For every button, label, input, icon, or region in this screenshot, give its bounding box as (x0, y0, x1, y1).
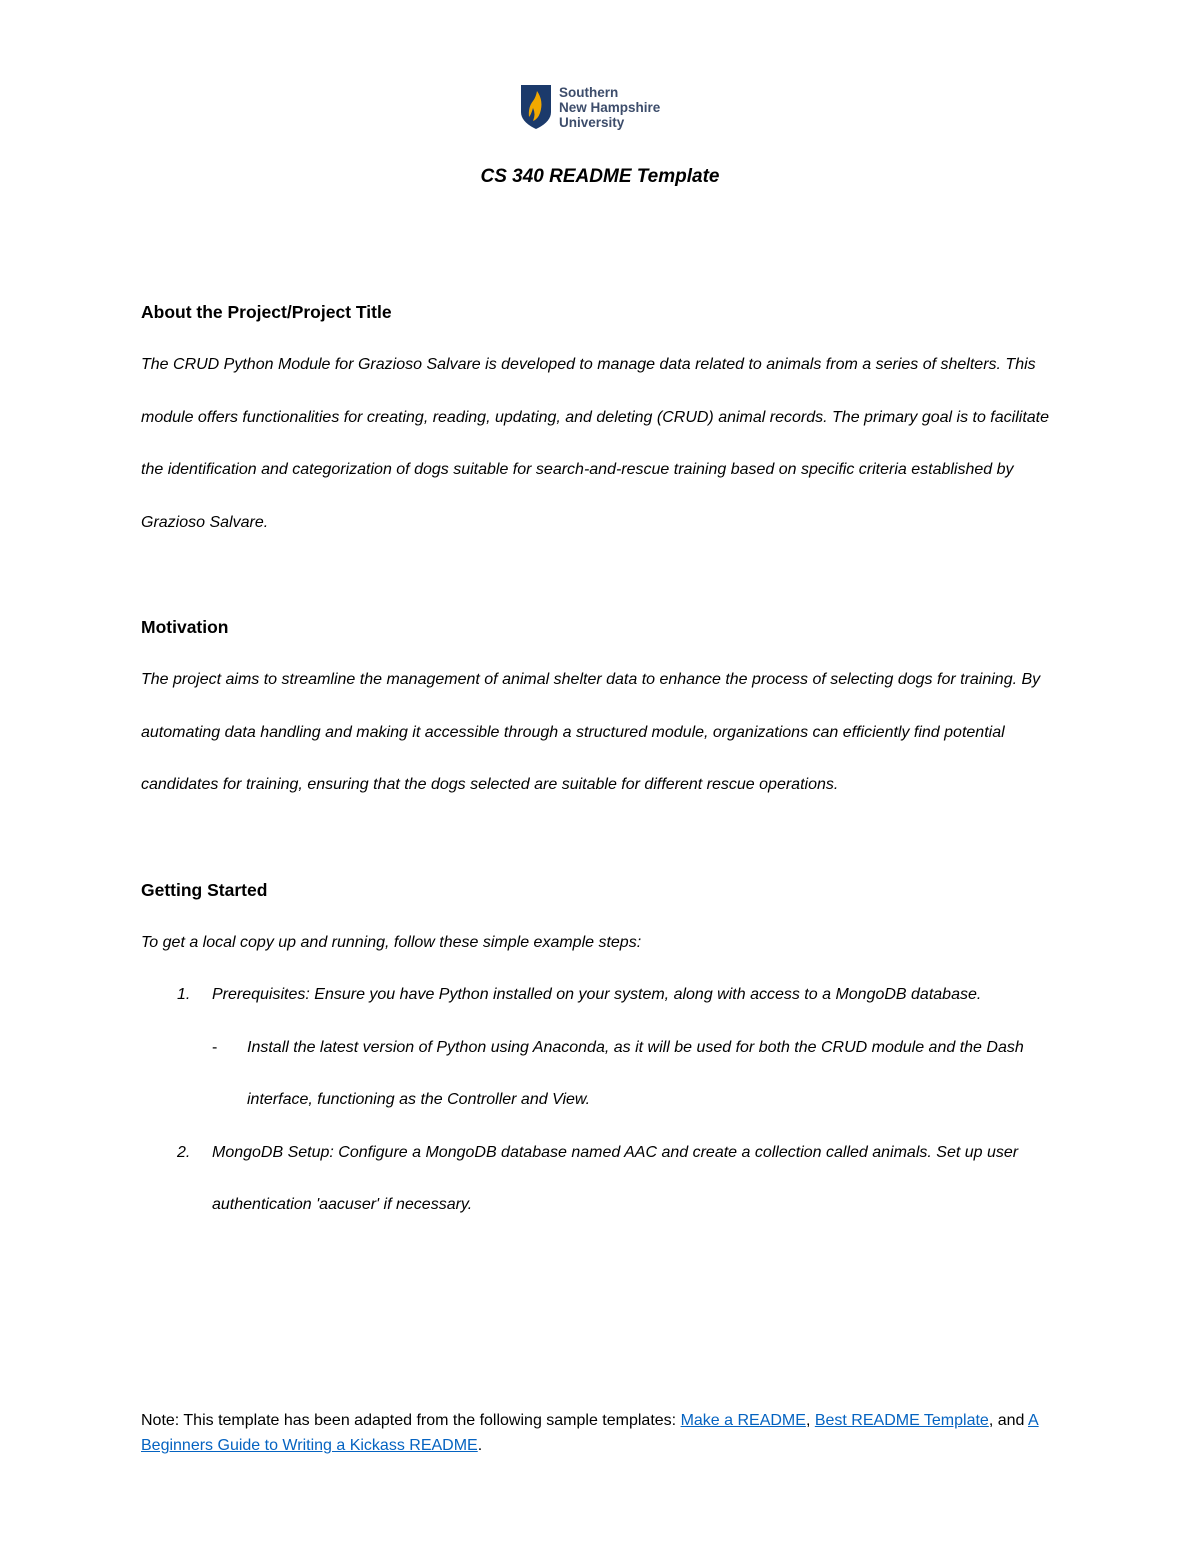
section-heading-about: About the Project/Project Title (141, 302, 392, 322)
beginners-guide-link[interactable]: A Beginners Guide to Writing a Kickass README (141, 1412, 1039, 1454)
logo-line-2: New Hampshire (559, 99, 661, 115)
section-body-about: The CRUD Python Module for Grazioso Salvare is developed to manage data related to animals from a series of shelters. This module offers functionalities for creating, reading, updating, and deleting (CRUD) animal records. The primary goal is to facilitate the identification and categorization of dogs suitable for search-and-rescue training based on specific criteria established by Grazioso Salvare. (141, 356, 1049, 531)
steps-list (141, 969, 1061, 1232)
logo-line-1: Southern (559, 84, 619, 100)
document-title: CS 340 README Template (480, 166, 720, 187)
section-body-motivation: The project aims to streamline the management of animal shelter data to enhance the process of selecting dogs for training. By automating data handling and making it accessible through a structured module, organizations can efficiently find potential candidates for training, ensuring that the dogs selected are suitable for different rescue operations. (141, 671, 1041, 793)
list-item (141, 969, 1061, 1127)
step-number: 2. (177, 1143, 191, 1161)
best-readme-template-link[interactable]: Best README Template (814, 1412, 989, 1429)
make-a-readme-link[interactable]: Make a README (680, 1412, 806, 1429)
note-separator: , (805, 1412, 815, 1429)
list-item (141, 1127, 1061, 1232)
logo-line-3: University (559, 114, 625, 130)
section-motivation (141, 614, 1061, 812)
template-note (141, 1408, 1061, 1458)
university-logo (520, 84, 660, 130)
note-suffix: . (477, 1437, 483, 1454)
getting-started-intro: To get a local copy up and running, follow these simple example steps: (141, 933, 642, 951)
sub-item-marker: - (212, 1038, 218, 1056)
document-body (141, 299, 1061, 1232)
flame-shield-icon (520, 84, 552, 130)
section-getting-started (141, 877, 1061, 1232)
step-text: MongoDB Setup: Configure a MongoDB database named AAC and create a collection called animals. Set up user authentication 'aacuser' if necessary. (212, 1143, 1019, 1213)
note-separator: , and (988, 1412, 1028, 1429)
logo-wordmark (559, 85, 660, 130)
section-heading-motivation: Motivation (141, 617, 229, 637)
note-prefix: Note: This template has been adapted from the following sample templates: (141, 1412, 681, 1429)
section-about (141, 299, 1061, 549)
sub-item-text: Install the latest version of Python using Anaconda, as it will be used for both the CRUD module and the Dash interface, functioning as the Controller and View. (247, 1038, 1024, 1108)
step-text: Prerequisites: Ensure you have Python installed on your system, along with access to a MongoDB database. (212, 986, 982, 1003)
section-heading-getting-started: Getting Started (141, 879, 268, 900)
step-number: 1. (177, 986, 191, 1003)
sub-item (212, 1022, 1061, 1127)
